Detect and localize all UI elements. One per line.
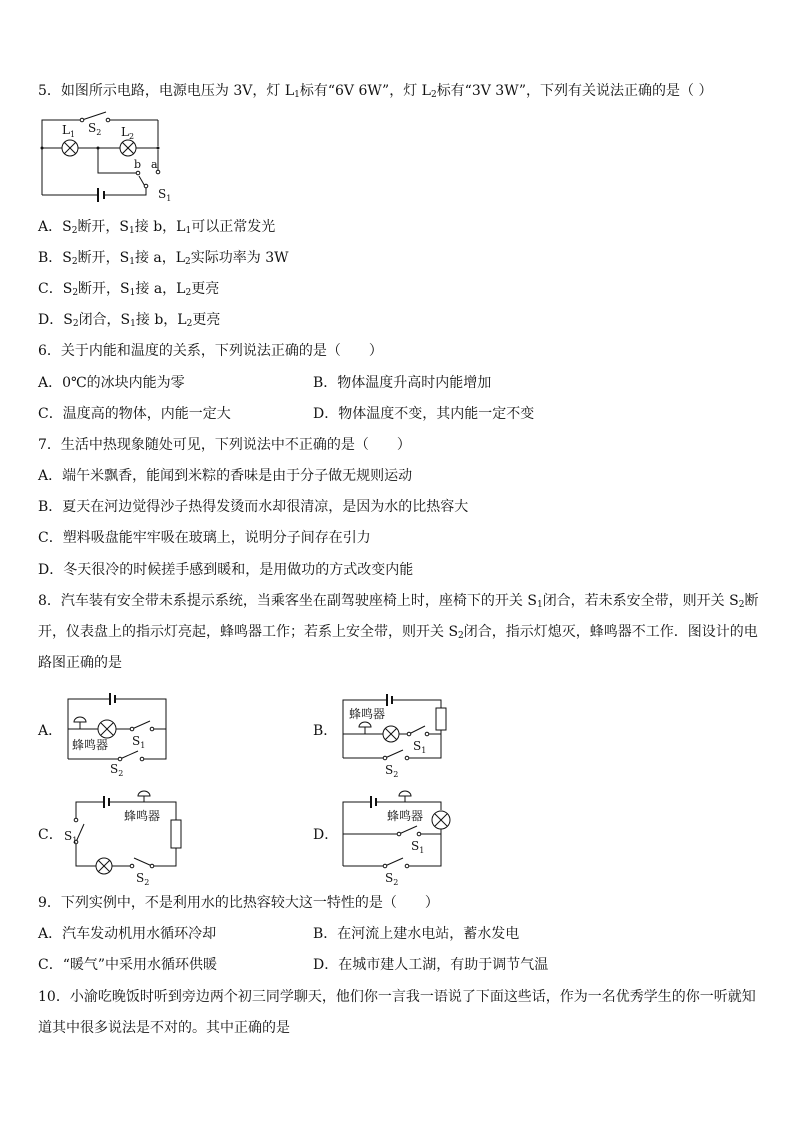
q8-circuit-c	[62, 788, 192, 887]
q7-option-d: D．冬天很冷的时候搓手感到暖和，是用做功的方式改变内能	[38, 562, 414, 578]
q5-option-a: A．$S_2$断开，$S_1$接 b，$L_1$可以正常发光	[38, 219, 276, 236]
q7-stem: 7．生活中热现象随处可见，下列说法中不正确的是（ ）	[38, 437, 411, 453]
q8-option-c-label: C．	[38, 827, 63, 843]
svg-text:S2: $S_2$	[385, 871, 399, 887]
q9-option-d: D．在城市建人工湖，有助于调节气温	[313, 957, 549, 973]
q8-stem-line-3: 路图正确的是	[38, 655, 122, 671]
q5-option-d: D．$S_2$闭合，$S_1$接 b，$L_2$更亮	[38, 312, 221, 329]
q10-stem-line-2: 道其中很多说法是不对的。其中正确的是	[38, 1020, 290, 1036]
q7-option-c: C．塑料吸盘能牢牢吸在玻璃上，说明分子间存在引力	[38, 530, 371, 546]
svg-text:蜂鸣器: 蜂鸣器	[387, 809, 424, 823]
q8-circuit-a	[62, 685, 172, 778]
svg-text:L1: $L_1$	[62, 123, 76, 139]
q8-stem-line-1: 8．汽车装有安全带未系提示系统，当乘客坐在副驾驶座椅上时，座椅下的开关 $S_1$闭合，若未系安全带，则开关 $S_2$断	[38, 593, 759, 610]
svg-text:S2: $S_2$	[88, 121, 102, 137]
q6-option-a: A．0℃的冰块内能为零	[38, 375, 185, 391]
q6-option-b: B．物体温度升高时内能增加	[313, 375, 492, 391]
svg-text:a: a	[151, 158, 158, 171]
q8-stem-line-2: 开，仪表盘上的指示灯亮起，蜂鸣器工作；若系上安全带，则开关 $S_2$闭合，指示灯熄灭，蜂鸣器不工作．图设计的电	[38, 624, 758, 641]
q5-circuit-diagram	[38, 108, 178, 208]
svg-text:蜂鸣器: 蜂鸣器	[349, 707, 386, 721]
q5-option-b: B．$S_2$断开，$S_1$接 a，$L_2$实际功率为 3W	[38, 250, 289, 267]
q5-stem: 5．如图所示电路，电源电压为 3V，灯 $L_1$标有“6V 6W”，灯 $L_2$标有“3V 3W”，下列有关说法正确的是（ ）	[38, 83, 713, 100]
svg-text:S1: $S_1$	[158, 187, 172, 203]
svg-text:S1: $S_1$	[411, 839, 425, 855]
svg-text:蜂鸣器: 蜂鸣器	[124, 809, 161, 823]
svg-text:b: b	[134, 158, 142, 171]
svg-text:S1: $S_1$	[413, 739, 427, 755]
svg-text:S1: $S_1$	[64, 829, 78, 845]
q9-option-b: B．在河流上建水电站，蓄水发电	[313, 926, 520, 942]
q10-stem-line-1: 10．小渝吃晚饭时听到旁边两个初三同学聊天，他们你一言我一语说了下面这些话，作为一名优秀学生的你一听就知	[38, 989, 756, 1005]
q6-stem: 6．关于内能和温度的关系，下列说法正确的是（ ）	[38, 343, 383, 359]
q6-option-d: D．物体温度不变，其内能一定不变	[313, 406, 535, 422]
svg-text:蜂鸣器: 蜂鸣器	[72, 738, 109, 752]
q8-option-d-label: D．	[313, 827, 339, 843]
q8-circuit-b	[337, 690, 457, 780]
svg-text:S2: $S_2$	[110, 762, 124, 778]
q8-option-b-label: B．	[313, 723, 338, 739]
svg-text:L2: $L_2$	[121, 125, 135, 141]
svg-text:S1: $S_1$	[132, 734, 146, 750]
svg-text:S2: $S_2$	[385, 763, 399, 779]
q9-stem: 9．下列实例中，不是利用水的比热容较大这一特性的是（ ）	[38, 895, 439, 911]
q7-option-b: B．夏天在河边觉得沙子热得发烫而水却很清凉，是因为水的比热容大	[38, 499, 469, 515]
q7-option-a: A．端午米飘香，能闻到米粽的香味是由于分子做无规则运动	[38, 468, 413, 484]
q9-option-c: C．“暖气”中采用水循环供暖	[38, 957, 218, 973]
q8-option-a-label: A．	[38, 723, 63, 739]
q6-option-c: C．温度高的物体，内能一定大	[38, 406, 231, 422]
q9-option-a: A．汽车发动机用水循环冷却	[38, 926, 217, 942]
q5-option-c: C．$S_2$断开，$S_1$接 a，$L_2$更亮	[38, 281, 220, 298]
q8-circuit-d	[337, 788, 467, 887]
svg-text:S2: $S_2$	[136, 871, 150, 887]
